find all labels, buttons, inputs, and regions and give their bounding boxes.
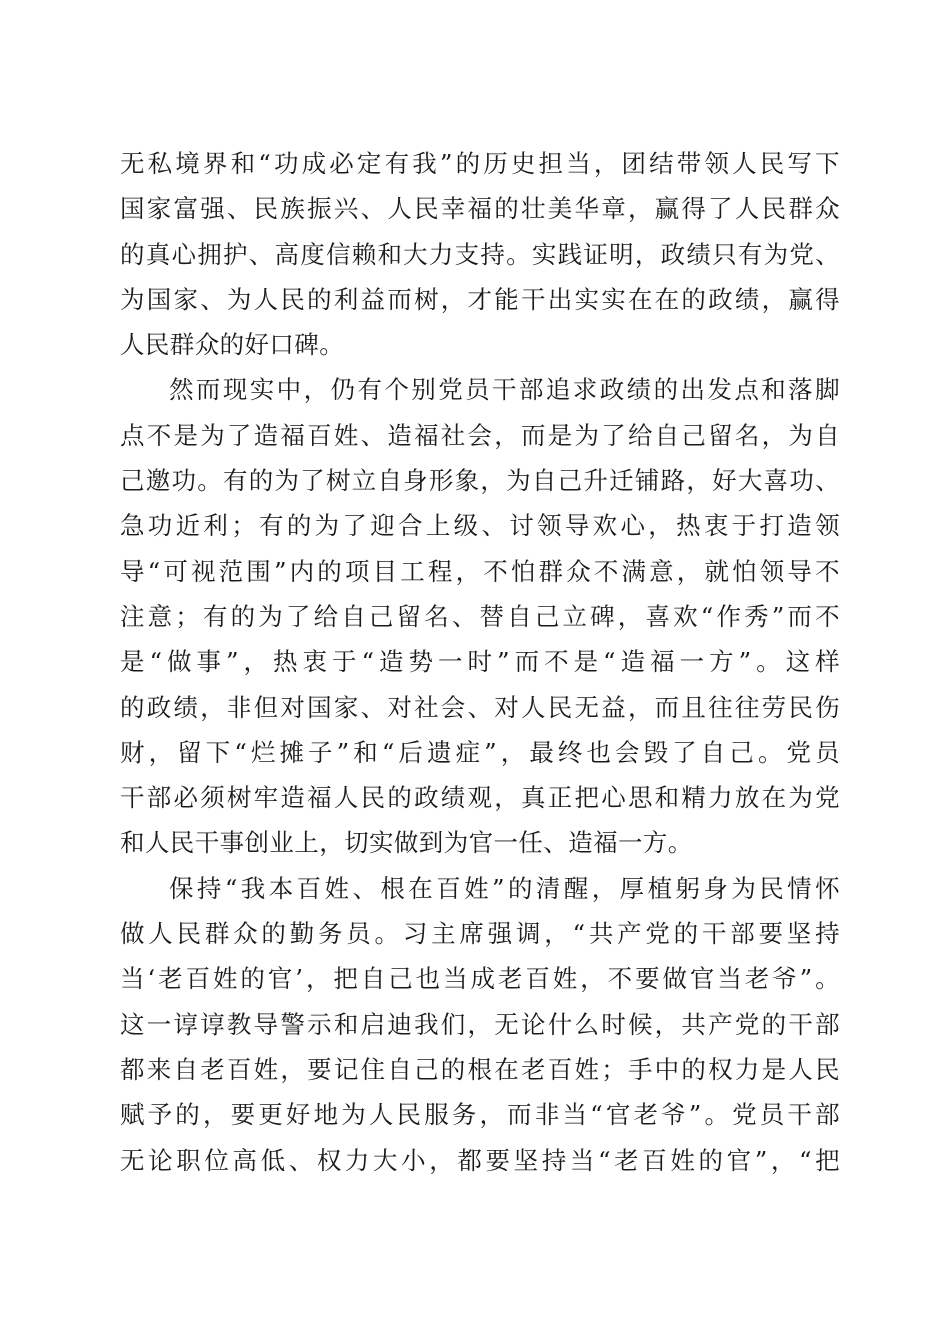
text-line: 国家富强、民族振兴、人民幸福的壮美华章，赢得了人民群众 (120, 194, 840, 224)
text-line: 的真心拥护、高度信赖和大力支持。实践证明，政绩只有为党、 (120, 239, 840, 269)
text-line: 人民群众的好口碑。 (120, 330, 345, 360)
paragraph-first-line: 保持“我本百姓、根在百姓”的清醒，厚植躬身为民情怀 (169, 873, 840, 903)
text-line: 己邀功。有的为了树立自身形象，为自己升迁铺路，好大喜功、 (120, 466, 840, 496)
text-line: 都来自老百姓，要记住自己的根在老百姓；手中的权力是人民 (120, 1054, 840, 1084)
text-line: 注意；有的为了给自己留名、替自己立碑，喜欢“作秀”而不 (120, 601, 840, 631)
text-line: 点不是为了造福百姓、造福社会，而是为了给自己留名，为自 (120, 420, 840, 450)
text-line: 的政绩，非但对国家、对社会、对人民无益，而且往往劳民伤 (120, 692, 840, 722)
text-line: 和人民干事创业上，切实做到为官一任、造福一方。 (120, 828, 693, 858)
text-line: 赋予的，要更好地为人民服务，而非当“官老爷”。党员干部 (120, 1100, 840, 1130)
text-line: 为国家、为人民的利益而树，才能干出实实在在的政绩，赢得 (120, 284, 840, 314)
text-line: 是“做事”，热衷于“造势一时”而不是“造福一方”。这样 (120, 647, 840, 677)
text-line: 财，留下“烂摊子”和“后遗症”，最终也会毁了自己。党员 (120, 737, 840, 767)
document-body (120, 141, 840, 1183)
text-line: 导“可视范围”内的项目工程，不怕群众不满意，就怕领导不 (120, 556, 840, 586)
text-line: 做人民群众的勤务员。习主席强调，“共产党的干部要坚持 (120, 919, 840, 949)
text-line: 无论职位高低、权力大小，都要坚持当“老百姓的官”，“把 (120, 1145, 840, 1175)
text-line: 无私境界和“功成必定有我”的历史担当，团结带领人民写下 (120, 149, 840, 178)
text-line: 干部必须树牢造福人民的政绩观，真正把心思和精力放在为党 (120, 783, 840, 813)
text-line: 当‘老百姓的官’，把自己也当成老百姓，不要做官当老爷”。 (120, 964, 840, 994)
paragraph-first-line: 然而现实中，仍有个别党员干部追求政绩的出发点和落脚 (169, 375, 840, 405)
text-line: 急功近利；有的为了迎合上级、讨领导欢心，热衷于打造领 (120, 511, 840, 541)
text-line: 这一谆谆教导警示和启迪我们，无论什么时候，共产党的干部 (120, 1009, 840, 1039)
